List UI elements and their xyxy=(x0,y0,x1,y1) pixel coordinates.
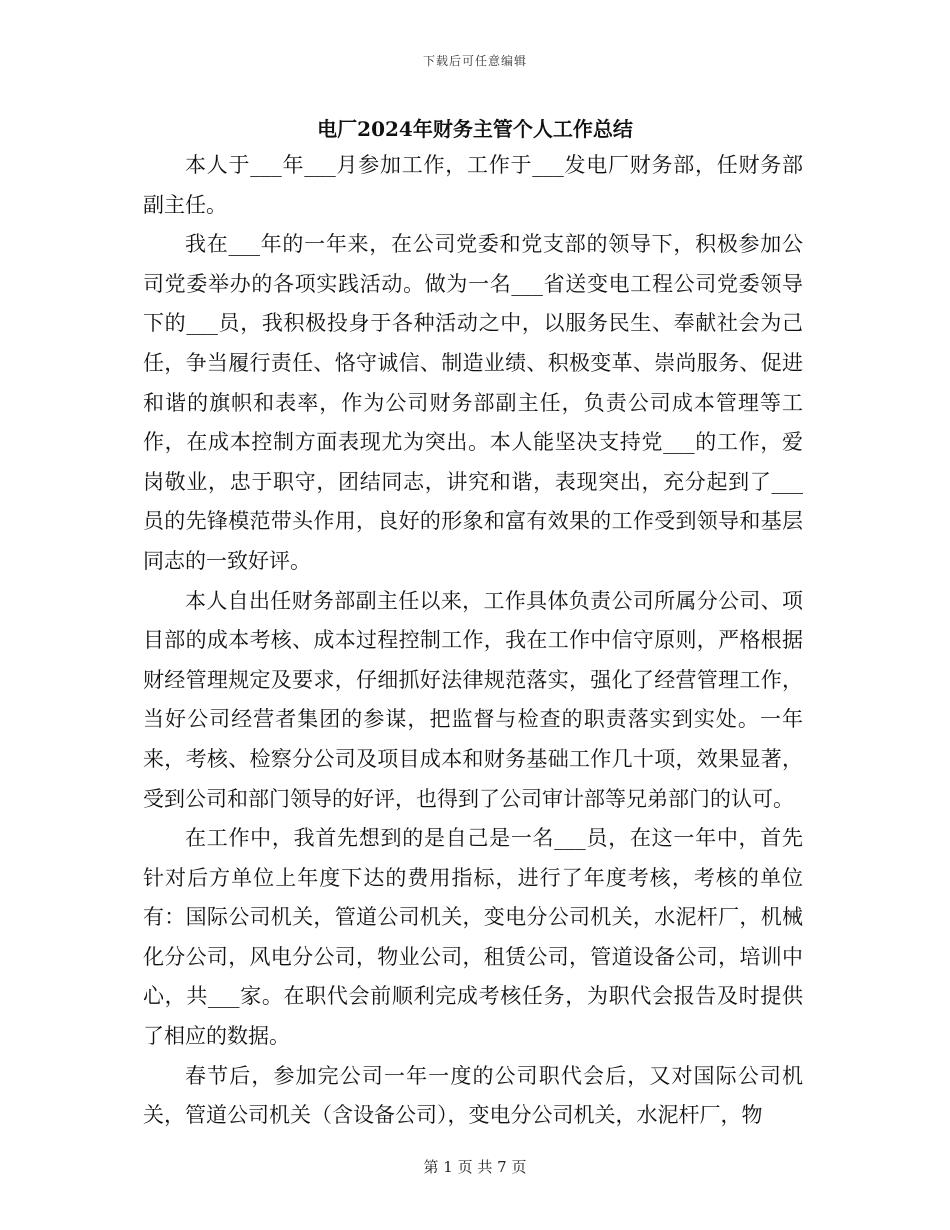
page-header-note: 下载后可任意编辑 xyxy=(422,54,527,68)
page-number: 第 1 页 共 7 页 xyxy=(423,1158,527,1176)
paragraph: 在工作中，我首先想到的是自己是一名___员，在这一年中，首先针对后方单位上年度下达的费用指标，进行了年度考核，考核的单位有：国际公司机关，管道公司机关，变电分公司机关，水泥杆厂，机械化分公司，风电分公司，物业公司，租赁公司，管道设备公司，培训中心，共___家。在职代会前顺利完成考核任务，为职代会报告及时提供了相应的数据。 xyxy=(143,826,803,1049)
paragraph: 我在___年的一年来，在公司党委和党支部的领导下，积极参加公司党委举办的各项实践活动。做为一名___省送变电工程公司党委领导下的___员，我积极投身于各种活动之中，以服务民生、奉献社会为己任，争当履行责任、恪守诚信、制造业绩、积极变革、崇尚服务、促进和谐的旗帜和表率，作为公司财务部副主任，负责公司成本管理等工作，在成本控制方面表现尤为突出。本人能坚决支持党___的工作，爱岗敬业，忠于职守，团结同志，讲究和谐，表现突出，充分起到了___员的先锋模范带头作用，良好的形象和富有效果的工作受到领导和基层同志的一致好评。 xyxy=(143,232,803,573)
paragraph: 春节后，参加完公司一年一度的公司职代会后，又对国际公司机关，管道公司机关（含设备公司），变电分公司机关，水泥杆厂，物 xyxy=(143,1063,803,1128)
document-body xyxy=(143,146,803,1136)
paragraph: 本人自出任财务部副主任以来，工作具体负责公司所属分公司、项目部的成本考核、成本过程控制工作，我在工作中信守原则，严格根据财经管理规定及要求，仔细抓好法律规范落实，强化了经营管理工作，当好公司经营者集团的参谋，把监督与检查的职责落实到实处。一年来，考核、检察分公司及项目成本和财务基础工作几十项，效果显著，受到公司和部门领导的好评，也得到了公司审计部等兄弟部门的认可。 xyxy=(143,588,803,811)
paragraph: 本人于___年___月参加工作，工作于___发电厂财务部，任财务部副主任。 xyxy=(143,153,803,217)
document-title: 电厂2024年财务主管个人工作总结 xyxy=(317,117,633,141)
